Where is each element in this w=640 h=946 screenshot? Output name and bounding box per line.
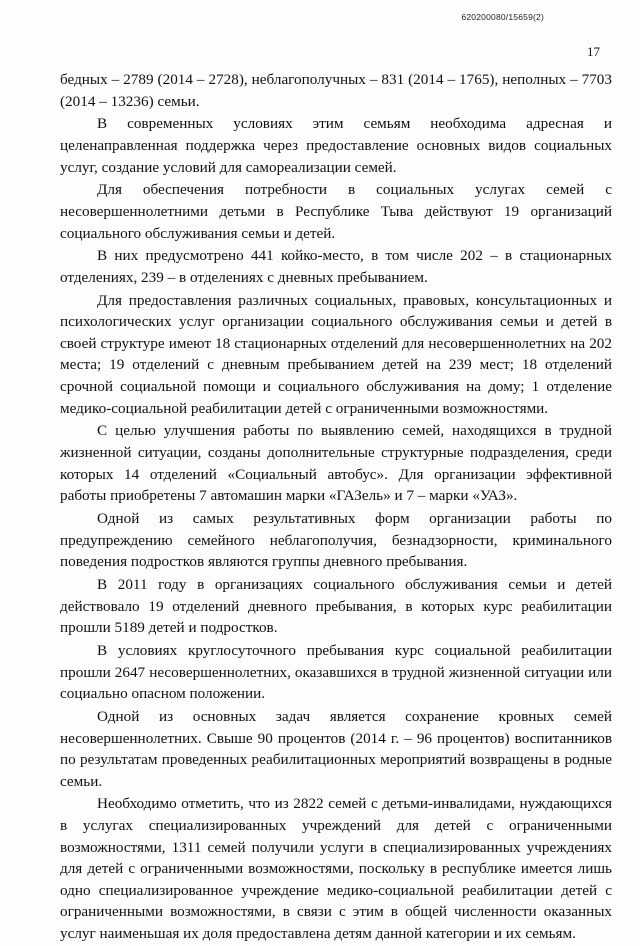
paragraph: В них предусмотрено 441 койко-место, в том числе 202 – в стационарных отделениях, 239 – в отделениях с дневных пребыванием. xyxy=(60,247,612,286)
document-body xyxy=(60,69,612,946)
paragraph: В 2011 году в организациях социального обслуживания семьи и детей действовало 19 отделений дневного пребывания, в которых курс реабилитации прошли 5189 детей и подростков. xyxy=(60,575,612,637)
paragraph: Для обеспечения потребности в социальных услугах семей с несовершеннолетними детьми в Республике Тыва действуют 19 организаций социального обслуживания семьи и детей. xyxy=(60,181,612,242)
paragraph: В условиях круглосуточного пребывания курс социальной реабилитации прошли 2647 несовершеннолетних, оказавшихся в трудной жизненной ситуации или социально опасном положении. xyxy=(60,641,612,703)
paragraph: С целью улучшения работы по выявлению семей, находящихся в трудной жизненной ситуации, созданы дополнительные структурные подразделения, среди которых 14 отделений «Социальный автобус». Для организации эффективной работы приобретены 7 автомашин марки «ГАЗель» и 7 – марки «УАЗ». xyxy=(60,422,612,505)
page-number: 17 xyxy=(587,44,600,59)
document-id: 620200080/15659(2) xyxy=(461,12,544,22)
paragraph: В современных условиях этим семьям необходима адресная и целенаправленная поддержка через предоставление основных видов социальных услуг, создание условий для самореализации семей. xyxy=(60,115,612,176)
paragraph: Одной из основных задач является сохранение кровных семей несовершеннолетних. Свыше 90 процентов (2014 г. – 96 процентов) воспитанников по результатам проведенных реабилитационных мероприятий возвращены в родные семьи. xyxy=(60,707,612,790)
paragraph: Необходимо отметить, что из 2822 семей с детьми-инвалидами, нуждающихся в услугах специализированных учреждений для детей с ограниченными возможностями, 1311 семей получили услуги в специализированных учреждениях для детей с ограниченными возможностями, поскольку в республике имеется лишь одно специализированное учреждение медико-социальной реабилитации детей с ограниченными возможностями, в связи с этим в общей численности оказанных услуг наименьшая их доля предоставлена детям данной категории и их семьям. xyxy=(60,795,612,943)
paragraph: Одной из самых результативных форм организации работы по предупреждению семейного неблагополучия, безнадзорности, криминального поведения подростков являются группы дневного пребывания. xyxy=(60,510,612,571)
paragraph: Для предоставления различных социальных, правовых, консультационных и психологических услуг организации социального обслуживания семьи и детей в своей структуре имеют 18 стационарных отделений для несовершеннолетних на 202 места; 19 отделений с дневным пребыванием детей на 239 мест; 18 отделений срочной социальной помощи и социального обслуживания на дому; 1 отделение медико-социальной реабилитации детей с ограниченными возможностями. xyxy=(60,291,612,417)
paragraph-continuation: бедных – 2789 (2014 – 2728), неблагополучных – 831 (2014 – 1765), неполных – 7703 (2014 – 13236) семьи. xyxy=(60,71,612,110)
